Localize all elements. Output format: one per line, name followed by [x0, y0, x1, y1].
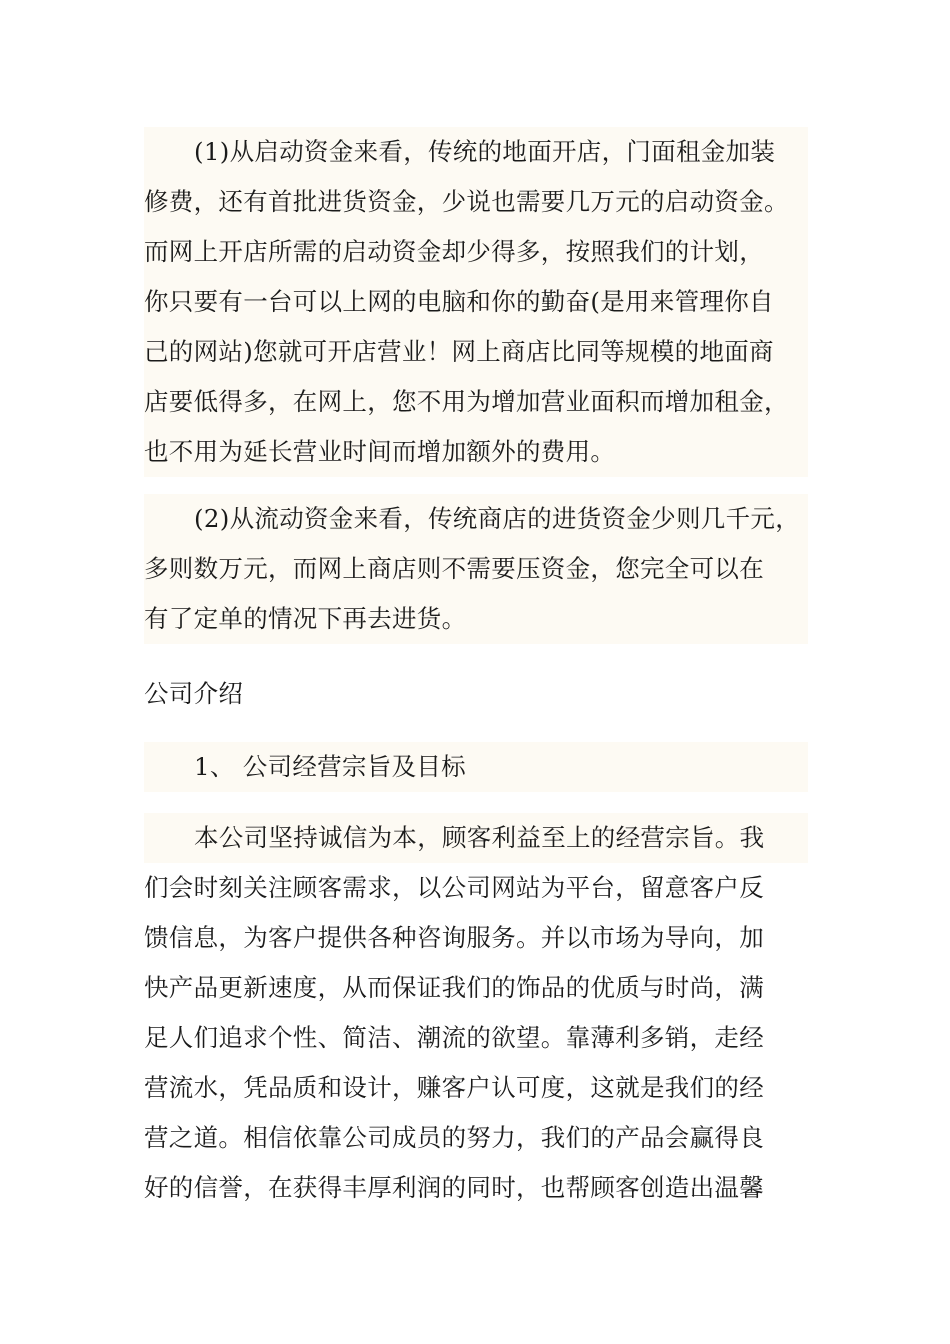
paragraph-working-capital — [144, 494, 808, 644]
paragraph-line: 有了定单的情况下再去进货。 — [144, 604, 467, 633]
paragraph-line: 本公司坚持诚信为本，顾客利益至上的经营宗旨。我 — [144, 813, 808, 863]
list-item-purpose — [144, 742, 808, 792]
paragraph-line: 馈信息，为客户提供各种咨询服务。并以市场为导向，加 — [144, 923, 764, 952]
paragraph-line: 店要低得多，在网上，您不用为增加营业面积而增加租金， — [144, 387, 789, 416]
section-heading — [144, 669, 808, 719]
paragraph-line: 们会时刻关注顾客需求，以公司网站为平台，留意客户反 — [144, 873, 764, 902]
paragraph-line: 足人们追求个性、简洁、潮流的欲望。靠薄利多销，走经 — [144, 1023, 764, 1052]
paragraph-line: 多则数万元，而网上商店则不需要压资金，您完全可以在 — [144, 554, 764, 583]
paragraph-line: 你只要有一台可以上网的电脑和你的勤奋(是用来管理你自 — [144, 287, 774, 316]
paragraph-line: 而网上开店所需的启动资金却少得多，按照我们的计划， — [144, 237, 764, 266]
paragraph-line: 快产品更新速度，从而保证我们的饰品的优质与时尚，满 — [144, 973, 764, 1002]
paragraph-line: 也不用为延长营业时间而增加额外的费用。 — [144, 437, 616, 466]
paragraph-line: 营流水，凭品质和设计，赚客户认可度，这就是我们的经 — [144, 1073, 764, 1102]
paragraph-line: 好的信誉，在获得丰厚利润的同时，也帮顾客创造出温馨 — [144, 1173, 764, 1202]
paragraph-line: (1)从启动资金来看，传统的地面开店，门面租金加装 — [194, 137, 776, 166]
paragraph-line: 己的网站)您就可开店营业！网上商店比同等规模的地面商 — [144, 337, 774, 366]
paragraph-startup-capital — [144, 127, 808, 477]
paragraph-company-purpose — [144, 813, 808, 1213]
paragraph-line: 营之道。相信依靠公司成员的努力，我们的产品会赢得良 — [144, 1123, 764, 1152]
section-heading-text: 公司介绍 — [144, 679, 244, 708]
list-item-text: 1、 公司经营宗旨及目标 — [194, 752, 466, 781]
paragraph-line: (2)从流动资金来看，传统商店的进货资金少则几千元， — [194, 504, 801, 533]
paragraph-line: 修费，还有首批进货资金，少说也需要几万元的启动资金。 — [144, 187, 789, 216]
